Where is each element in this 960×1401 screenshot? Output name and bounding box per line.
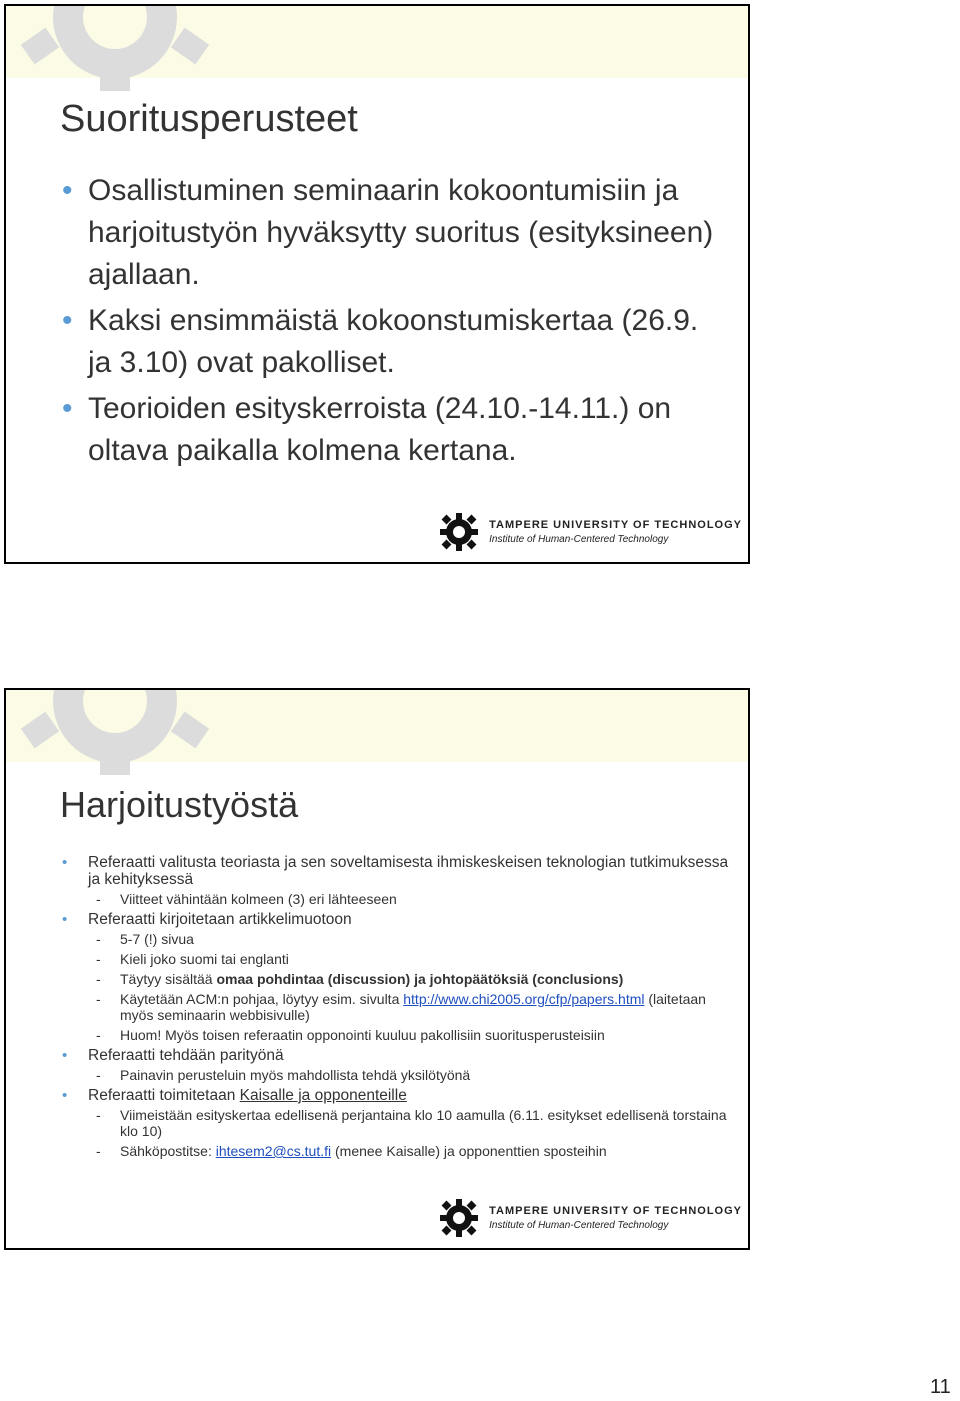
bullet-item — [62, 854, 732, 907]
sub-item: - Huom! Myös toisen referaatin opponointi kuuluu pakollisiin suoritusperusteisiin — [88, 1027, 732, 1043]
bullet-text: Referaatti kirjoitetaan artikkelimuotoon — [88, 911, 352, 928]
bullet-item — [62, 911, 732, 1043]
sub-list — [88, 1067, 732, 1083]
sub-item-text: Käytetään ACM:n pohjaa, löytyy esim. sivulta — [120, 991, 404, 1007]
bullet-list — [62, 850, 732, 1163]
slide-2 — [4, 688, 750, 1250]
sub-item — [88, 991, 732, 1023]
email-link[interactable]: ihtesem2@cs.tut.fi — [215, 1143, 332, 1159]
sub-item-text: (laitetaan myös seminaarin webbisivulle) — [120, 991, 706, 1023]
university-logo — [439, 1198, 742, 1238]
university-logo — [439, 512, 742, 552]
bullet-item: • Osallistuminen seminaarin kokoontumisiin ja harjoitustyön hyväksytty suoritus (esityksineen) ajallaan. — [62, 170, 722, 296]
sub-item — [88, 1143, 732, 1159]
sub-item — [88, 971, 732, 987]
bullet-item: • Teorioiden esityskerroista (24.10.-14.11.) on oltava paikalla kolmena kertana. — [62, 388, 722, 472]
gear-emblem-icon — [439, 512, 479, 552]
gear-watermark-icon — [10, 4, 220, 92]
sub-item: - Viimeistään esityskertaa edellisenä perjantaina klo 10 aamulla (6.11. esitykset edellisenä torstaina klo 10) — [88, 1107, 732, 1139]
sub-item: - 5-7 (!) sivua — [88, 931, 732, 947]
gear-watermark-icon — [10, 688, 220, 776]
bullet-item: • Kaksi ensimmäistä kokoonstumiskertaa (26.9. ja 3.10) ovat pakolliset. — [62, 300, 722, 384]
sub-item-text: (menee Kaisalle) ja opponenttien sposteihin — [331, 1143, 607, 1159]
sub-item-text: Täytyy sisältää — [120, 971, 217, 987]
sub-item: - Painavin perusteluin myös mahdollista tehdä yksilötyönä — [88, 1067, 732, 1083]
bullet-text: Referaatti valitusta teoriasta ja sen soveltamisesta ihmiskeskeisen teknologian tutkimuksessa ja kehityksessä — [88, 854, 729, 888]
sub-item: - Kieli joko suomi tai englanti — [88, 951, 732, 967]
sub-item-text: Sähköpostitse: — [120, 1143, 216, 1159]
page-number: 11 — [930, 1376, 951, 1398]
sub-list — [88, 891, 732, 907]
bullet-text: Referaatti tehdään parityönä — [88, 1047, 284, 1064]
logo-line-1: TAMPERE UNIVERSITY OF TECHNOLOGY — [489, 1205, 742, 1217]
logo-line-1: TAMPERE UNIVERSITY OF TECHNOLOGY — [489, 519, 742, 531]
logo-line-2: Institute of Human-Centered Technology — [489, 534, 669, 545]
logo-line-2: Institute of Human-Centered Technology — [489, 1220, 669, 1231]
chi2005-link[interactable]: http://www.chi2005.org/cfp/papers.html — [403, 991, 645, 1007]
bullet-list — [62, 170, 722, 476]
slide-1 — [4, 4, 750, 564]
slide-title: Suoritusperusteet — [60, 98, 358, 140]
bullet-item — [62, 1087, 732, 1159]
sub-list — [88, 1107, 732, 1159]
bullet-text: Referaatti toimitetaan — [88, 1087, 240, 1104]
sub-item: - Viitteet vähintään kolmeen (3) eri lähteeseen — [88, 891, 732, 907]
bullet-item — [62, 1047, 732, 1083]
bullet-underlined-text: Kaisalle ja opponenteille — [239, 1087, 407, 1104]
slide-title: Harjoitustyöstä — [60, 784, 299, 825]
sub-list — [88, 931, 732, 1043]
sub-item-bold-text: omaa pohdintaa (discussion) ja johtopäätöksiä (conclusions) — [216, 971, 624, 987]
gear-emblem-icon — [439, 1198, 479, 1238]
